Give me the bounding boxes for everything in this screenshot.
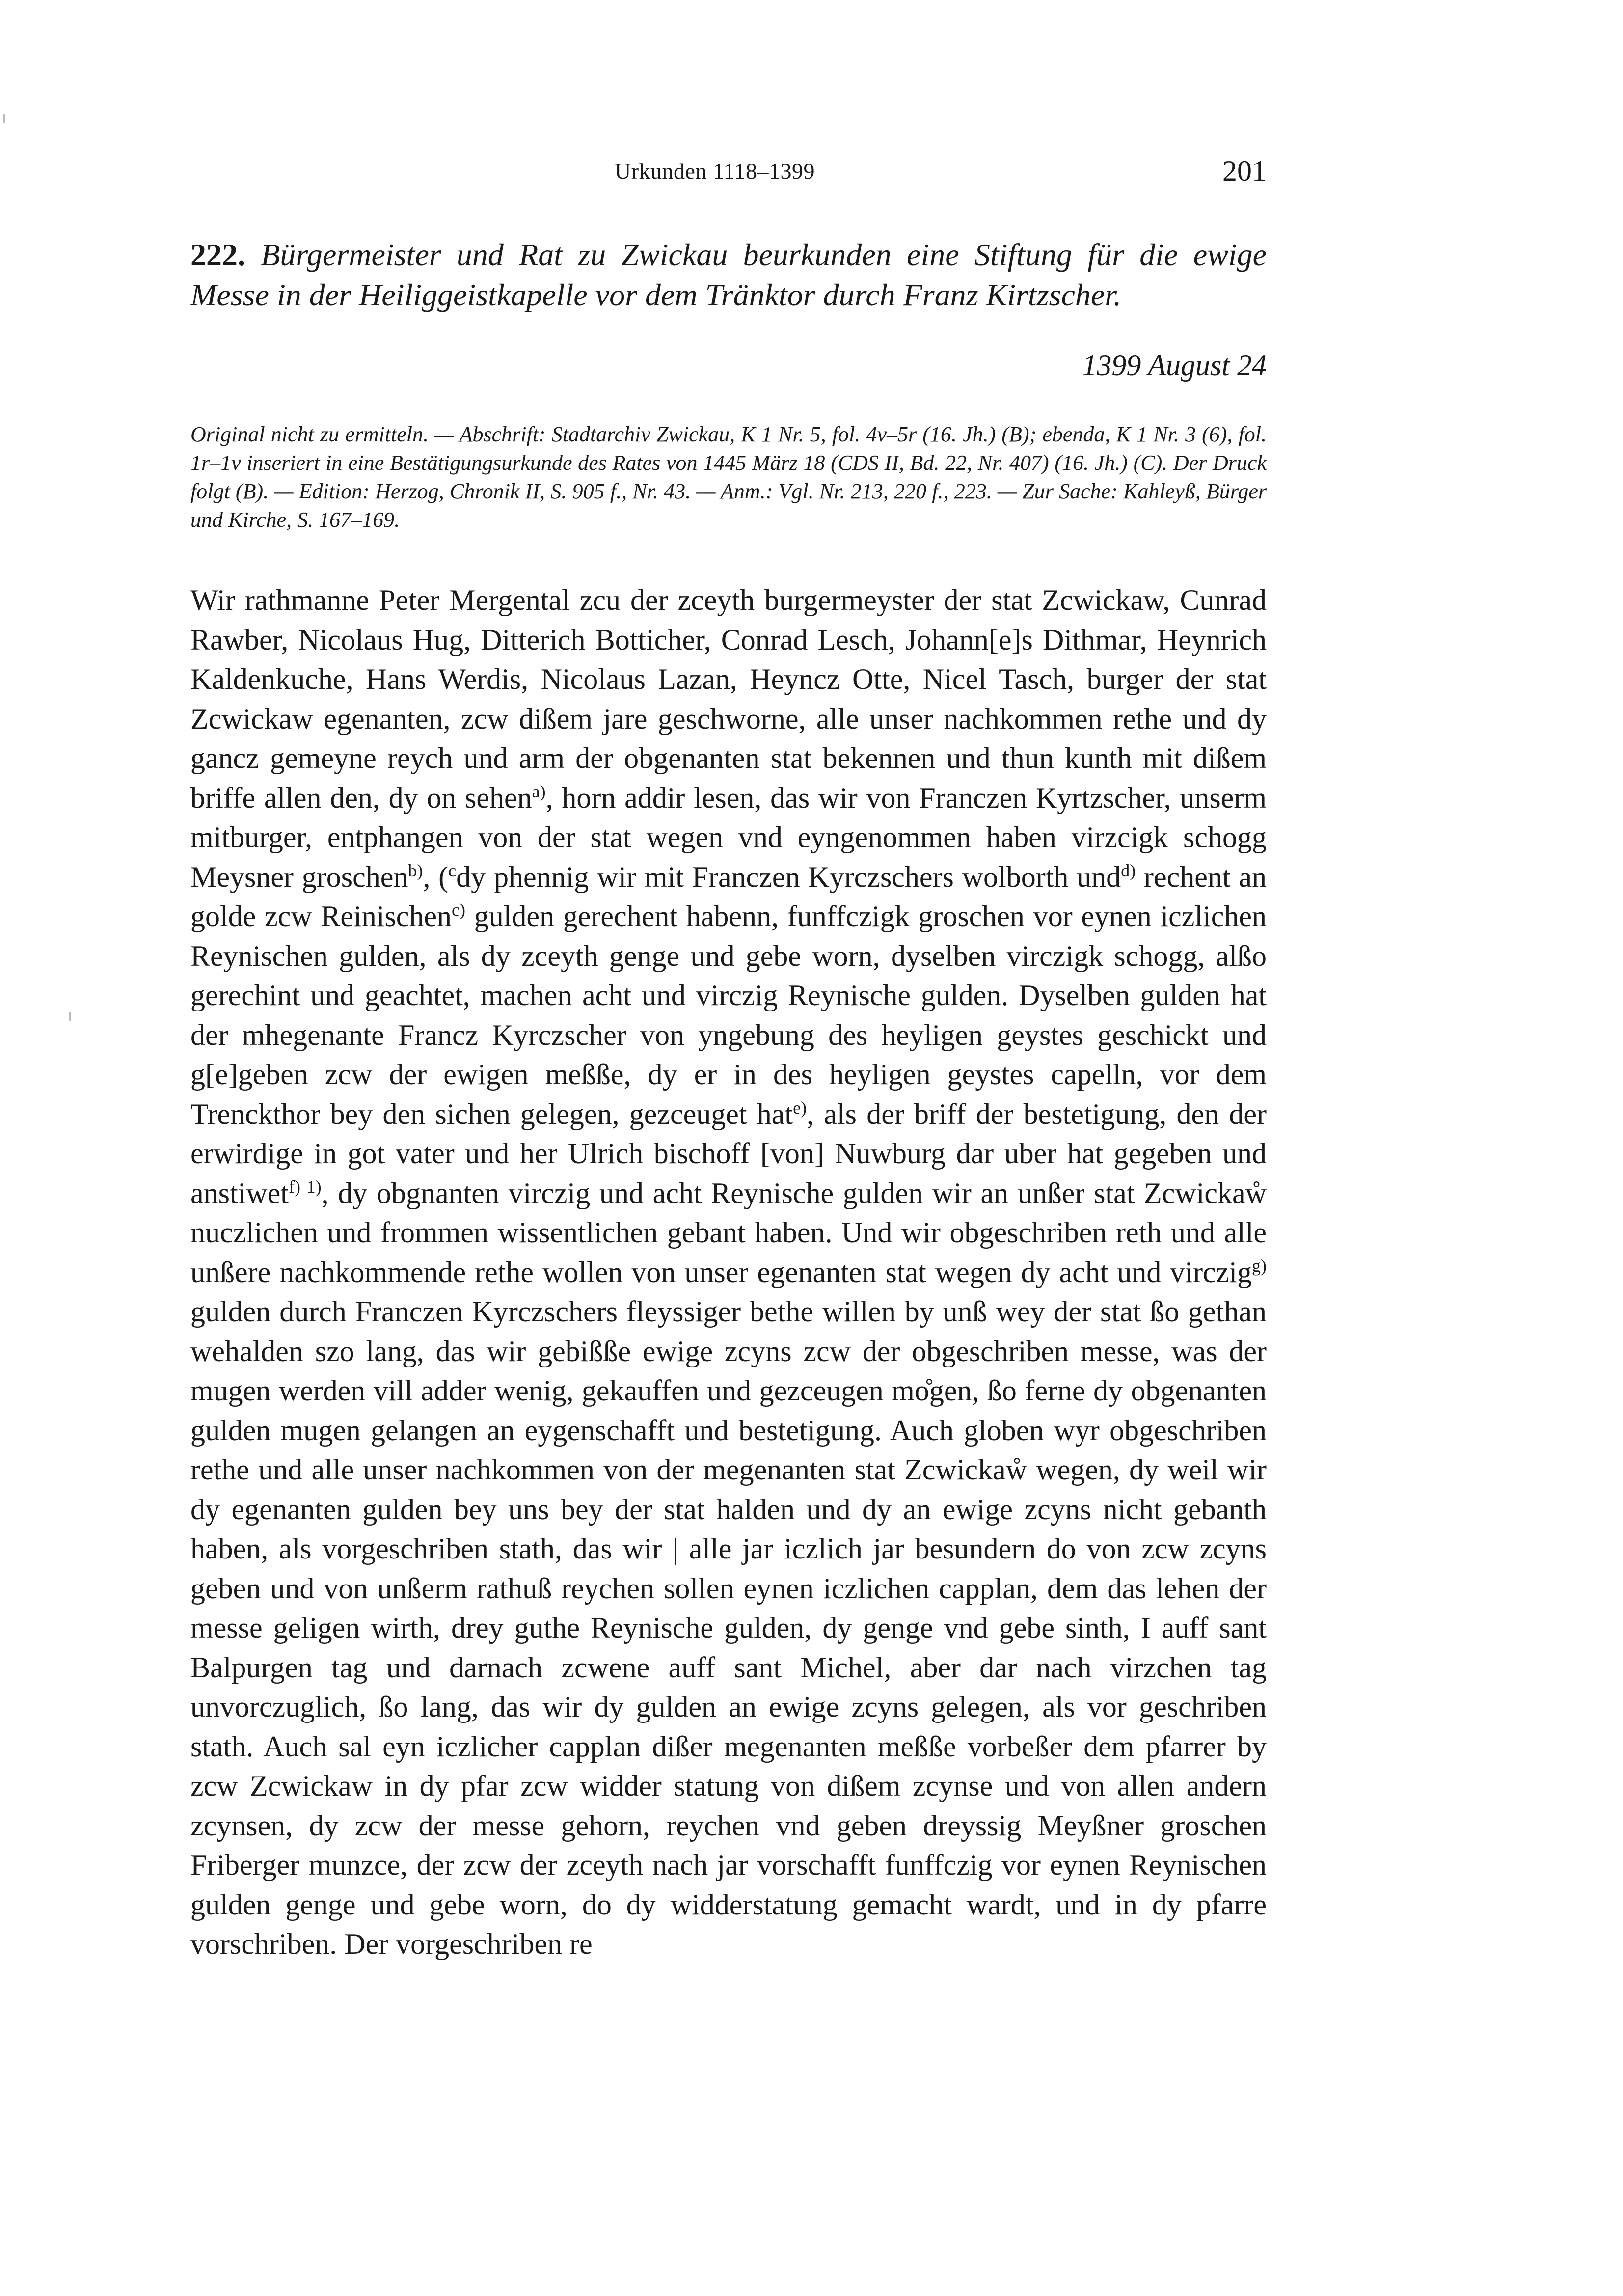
page-number: 201 (1222, 155, 1267, 187)
document-title: Bürgermeister und Rat zu Zwickau beurkunden eine Stiftung für die ewige Messe in der Heiliggeistkapelle vor dem Tränktor durch Franz Kirtzscher. (190, 237, 1267, 312)
running-head: Urkunden 1118–1399 (615, 159, 815, 184)
text-segment: , als der briff der bestetigung, den der erwirdige in got vater und her Ulrich bischoff [von] Nuwburg dar uber hat gegeben und anstiwet (190, 1097, 1267, 1209)
text-segment: Wir rathmanne Peter Mergental zcu der zceyth burgermeyster der stat Zcwickaw, Cunrad Rawber, Nicolaus Hug, Ditterich Botticher, Conrad Lesch, Johann[e]s Dithmar, Heynrich Kaldenkuche, Hans Werdis, Nicolaus Lazan, Heyncz Otte, Nicel Tasch, burger der stat Zcwickaw egenanten, zcw dißem jare geschworne, alle unser nachkommen rethe und dy gancz gemeyne reych und arm der obgenanten stat bekennen und thun kunth mit dißem briffe allen den, dy on sehen (190, 584, 1267, 814)
scan-mark (3, 114, 5, 123)
document-text (190, 580, 1267, 1964)
critical-apparatus: Original nicht zu ermitteln. — Abschrift: Stadtarchiv Zwickau, K 1 Nr. 5, fol. 4v–5r (16. Jh.) (B); ebenda, K 1 Nr. 3 (6), fol. 1r–1v inseriert in eine Bestätigungsurkunde des Rates von 1445 März 18 (CDS II, Bd. 22, Nr. 407) (16. Jh.) (C). Der Druck folgt (B). — Edition: Herzog, Chronik II, S. 905 f., Nr. 43. — Anm.: Vgl. Nr. 213, 220 f., 223. — Zur Sache: Kahleyß, Bürger und Kirche, S. 167–169. (190, 422, 1267, 532)
text-segment: gulden durch Franczen Kyrczschers fleyssiger bethe willen by unß wey der stat ßo gethan wehalden szo lang, das wir gebißße ewige zcyns zcw der obgeschriben messe, was der mugen werden vill adder wenig, gekauffen und gezceugen mo̊gen, ßo ferne dy obgenanten gulden mugen gelangen an eygenschafft und bestetigung. Auch globen wyr obgeschriben rethe und alle unser nachkommen von der megenanten stat Zcwickaẘ wegen, dy weil wir dy egenanten gulden bey uns bey der stat halden und dy an ewige zcyns nicht gebanth haben, als vorgeschriben stath, das wir | alle jar iczlich jar besundern do von zcw zcyns geben und von unßerm rathuß reychen sollen eynen iczlichen capplan, dem das lehen der messe geligen wirth, drey guthe Reynische gulden, dy genge vnd gebe sinth, I auff sant Balpurgen tag und darnach zcwene auff sant Michel, aber dar nach virzchen tag unvorczuglich, ßo lang, das wir dy gulden an ewige zcyns gelegen, als vor geschriben stath. Auch sal eyn iczlicher capplan dißer megenanten meßße vorbeßer dem pfarrer by zcw Zcwickaw in dy pfar zcw widder statung von dißem zcynse und von allen andern zcynsen, dy zcw der messe gehorn, reychen vnd geben dreyssig Meyßner groschen Friberger munzce, der zcw der zceyth nach jar vorschafft funffczig vor eynen Reynischen gulden genge und gebe worn, do dy widderstatung gemacht wardt, und in dy pfarre vorschriben. Der vorgeschriben re (190, 1295, 1267, 1960)
text-segment: rechent an golde zcw Reinischen (190, 860, 1267, 932)
footnote-marker: c) (452, 900, 465, 920)
document-heading (190, 235, 1267, 315)
scan-mark (69, 1012, 71, 1021)
footnote-marker: g) (1252, 1256, 1267, 1276)
footnote-marker: a) (532, 781, 546, 801)
text-segment: , ( (423, 860, 449, 893)
footnote-marker: e) (793, 1097, 807, 1118)
text-segment: dy phennig wir mit Franczen Kyrczschers wolborth und (456, 860, 1121, 893)
footnote-marker: b) (408, 860, 423, 880)
text-segment: , horn addir lesen, das wir von Franczen Kyrtzscher, unserm mitburger, entphangen von der stat wegen vnd eyngenommen haben virzcigk schogg Meysner groschen (190, 781, 1267, 893)
document-number: 222. (190, 237, 245, 272)
text-segment: , dy obgnanten virczig und acht Reynische gulden wir an unßer stat Zcwickaẘ nuczlichen und frommen wissentlichen gebant haben. Und wir obgeschriben reth und alle unßere nachkommende rethe wollen von unser egenanten stat wegen dy acht und virczig (190, 1176, 1267, 1288)
footnote-marker: d) (1121, 860, 1136, 880)
footnote-marker: f) 1) (288, 1176, 322, 1197)
document-date: 1399 August 24 (1082, 349, 1267, 382)
text-segment: gulden gerechent habenn, funffczigk groschen vor eynen iczlichen Reynischen gulden, als dy zceyth genge und gebe worn, dyselben virczigk schogg, alßo gerechint und geachtet, machen acht und virczig Reynische gulden. Dyselben gulden hat der mhegenante Francz Kyrczscher von yngebung des heyligen geystes geschickt und g[e]geben zcw der ewigen meßße, dy er in des heyligen geystes capelln, vor dem Trenckthor bey den sichen gelegen, gezceuget hat (190, 900, 1267, 1130)
footnote-marker: c (448, 860, 457, 880)
